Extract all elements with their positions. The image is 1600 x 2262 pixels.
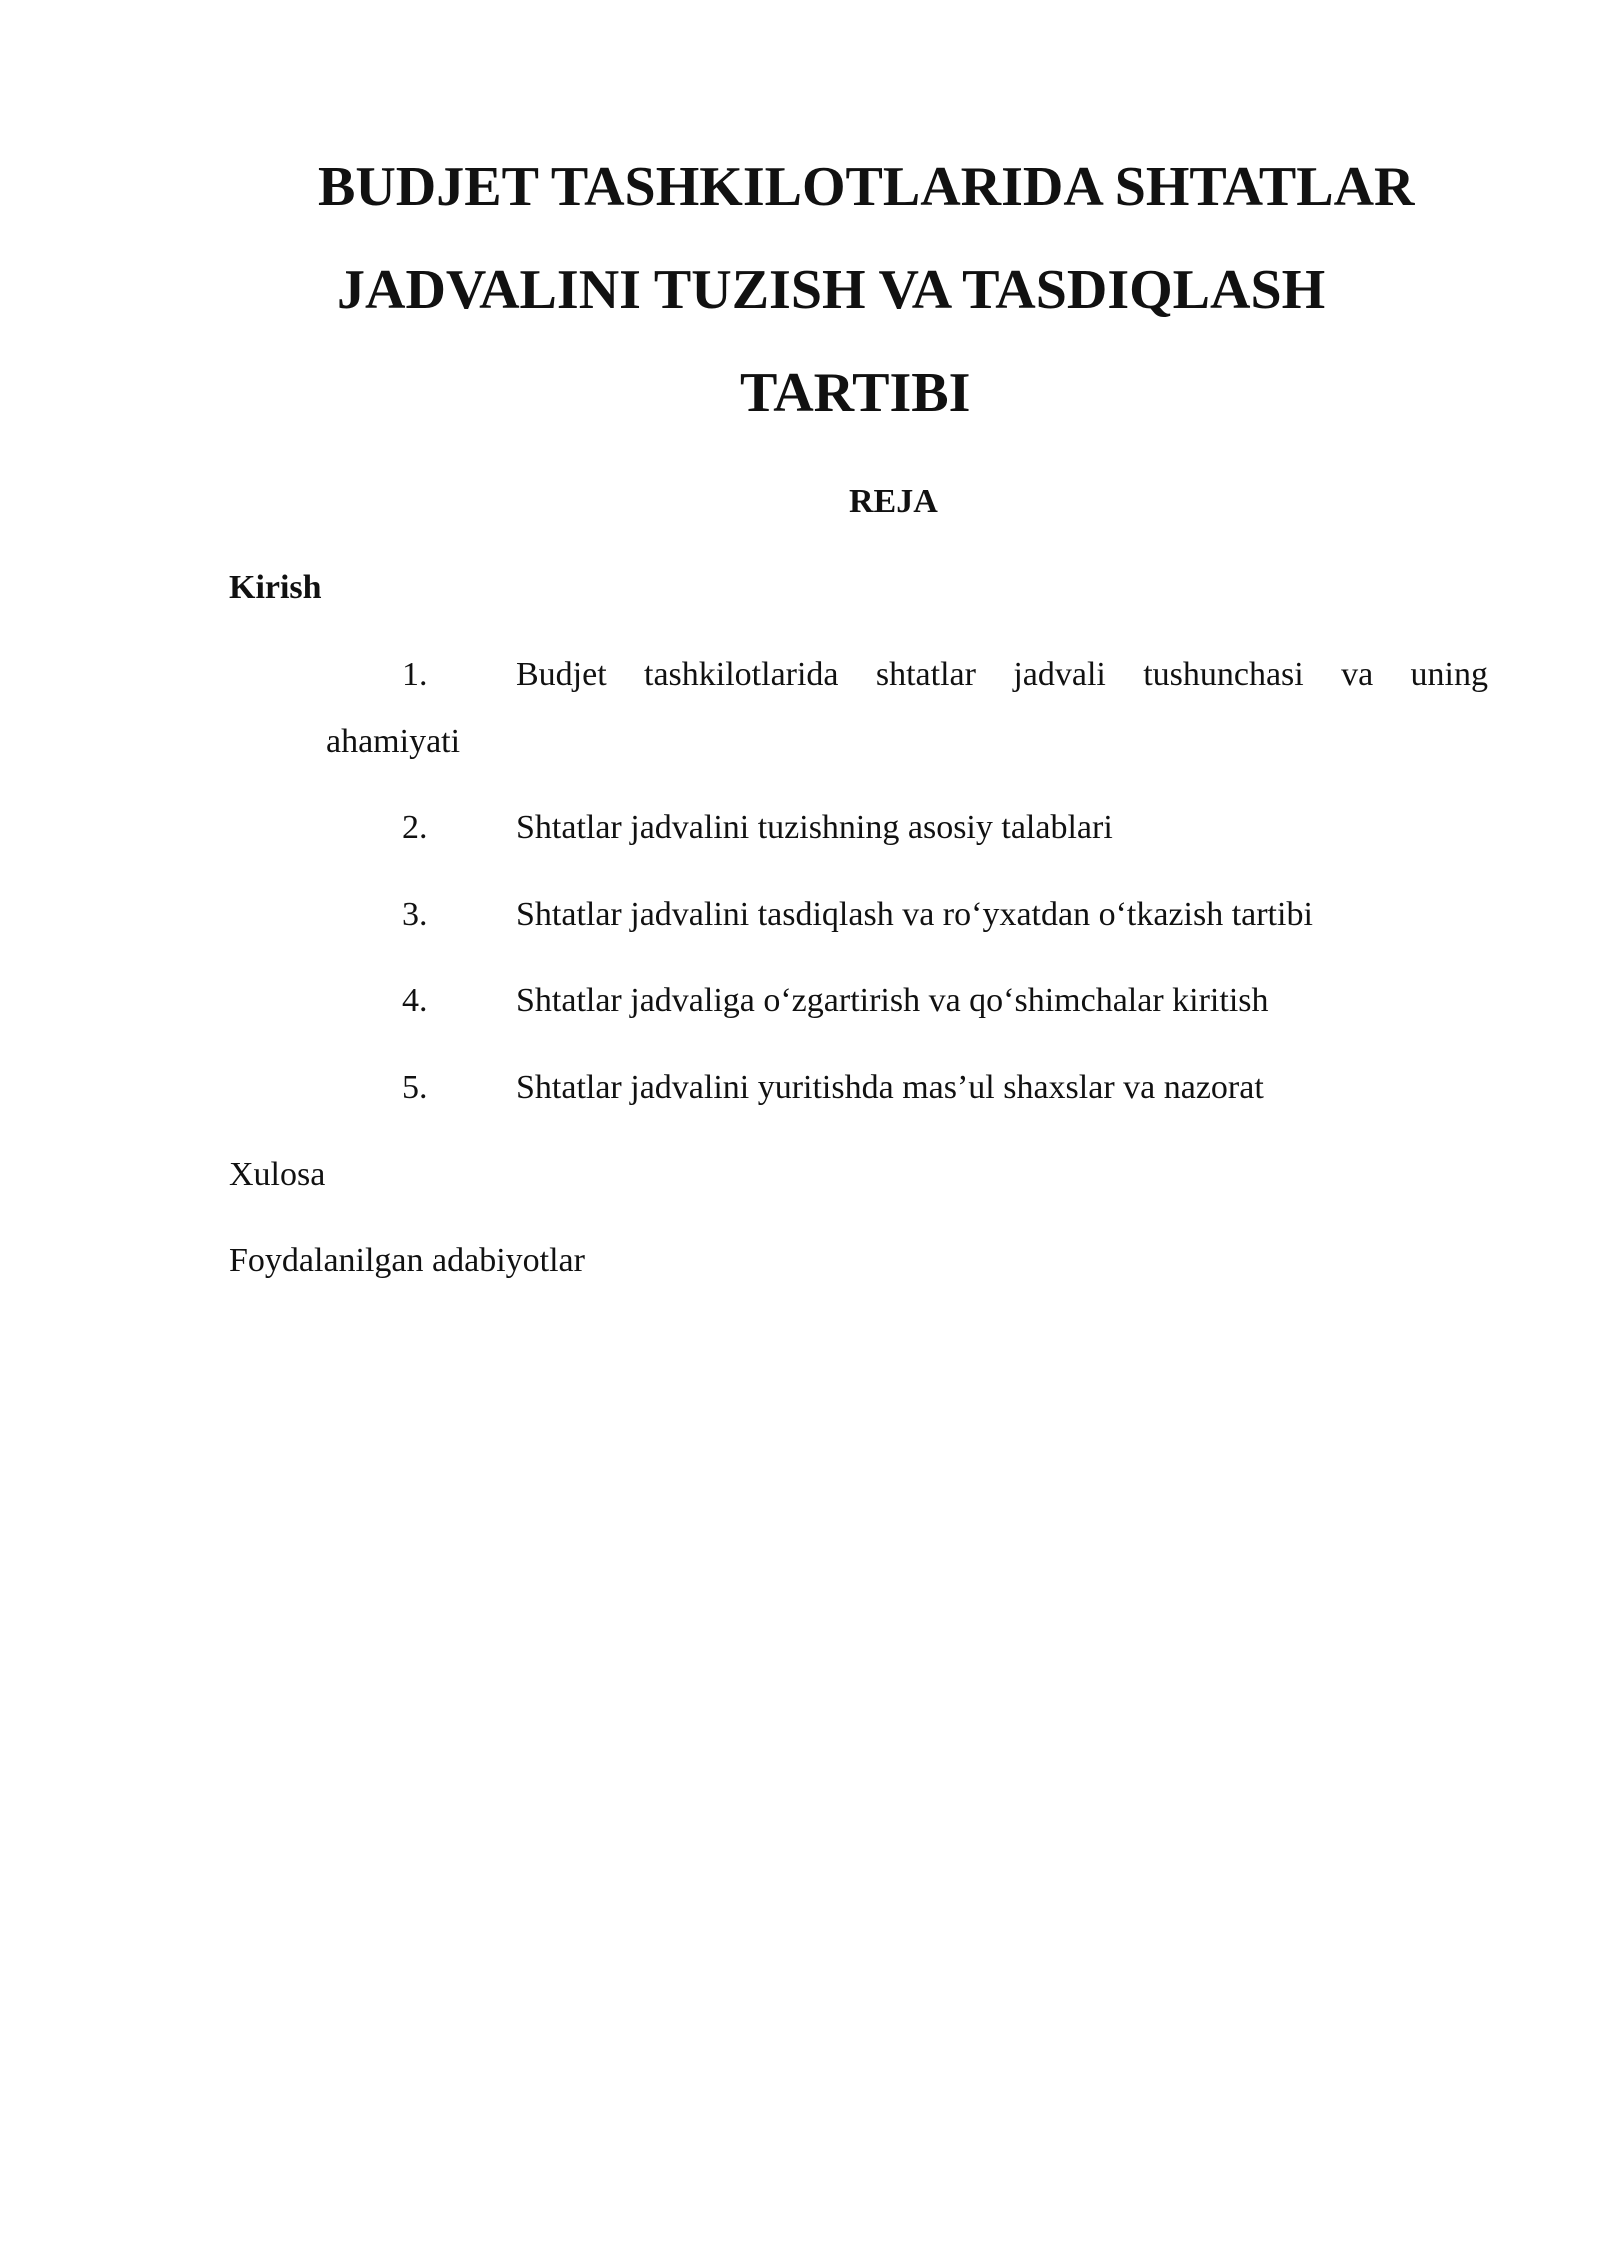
list-item-text-continuation: ahamiyati — [326, 723, 461, 760]
document-title-line-1: BUDJET TASHKILOTLARIDA SHTATLAR — [318, 156, 1415, 218]
list-item-number: 1. — [402, 656, 428, 693]
list-item-number: 3. — [402, 896, 428, 933]
list-item-text: Budjet tashkilotlarida shtatlar jadvali tushunchasi va uning — [516, 656, 1488, 693]
intro-heading: Kirish — [229, 569, 322, 606]
document-title-line-2: JADVALINI TUZISH VA TASDIQLASH — [337, 259, 1326, 321]
list-item-number: 2. — [402, 809, 428, 846]
list-item-text: Shtatlar jadvalini tasdiqlash va ro‘yxatdan o‘tkazish tartibi — [516, 896, 1313, 933]
list-item-text: Shtatlar jadvaliga o‘zgartirish va qo‘shimchalar kiritish — [516, 982, 1269, 1019]
plan-heading: REJA — [849, 483, 938, 520]
list-item-text: Shtatlar jadvalini tuzishning asosiy talablari — [516, 809, 1113, 846]
references-heading: Foydalanilgan adabiyotlar — [229, 1242, 585, 1279]
list-item-text: Shtatlar jadvalini yuritishda mas’ul shaxslar va nazorat — [516, 1069, 1264, 1106]
document-title-line-3: TARTIBI — [740, 362, 971, 424]
list-item-number: 5. — [402, 1069, 428, 1106]
list-item-number: 4. — [402, 982, 428, 1019]
conclusion-heading: Xulosa — [229, 1156, 326, 1193]
